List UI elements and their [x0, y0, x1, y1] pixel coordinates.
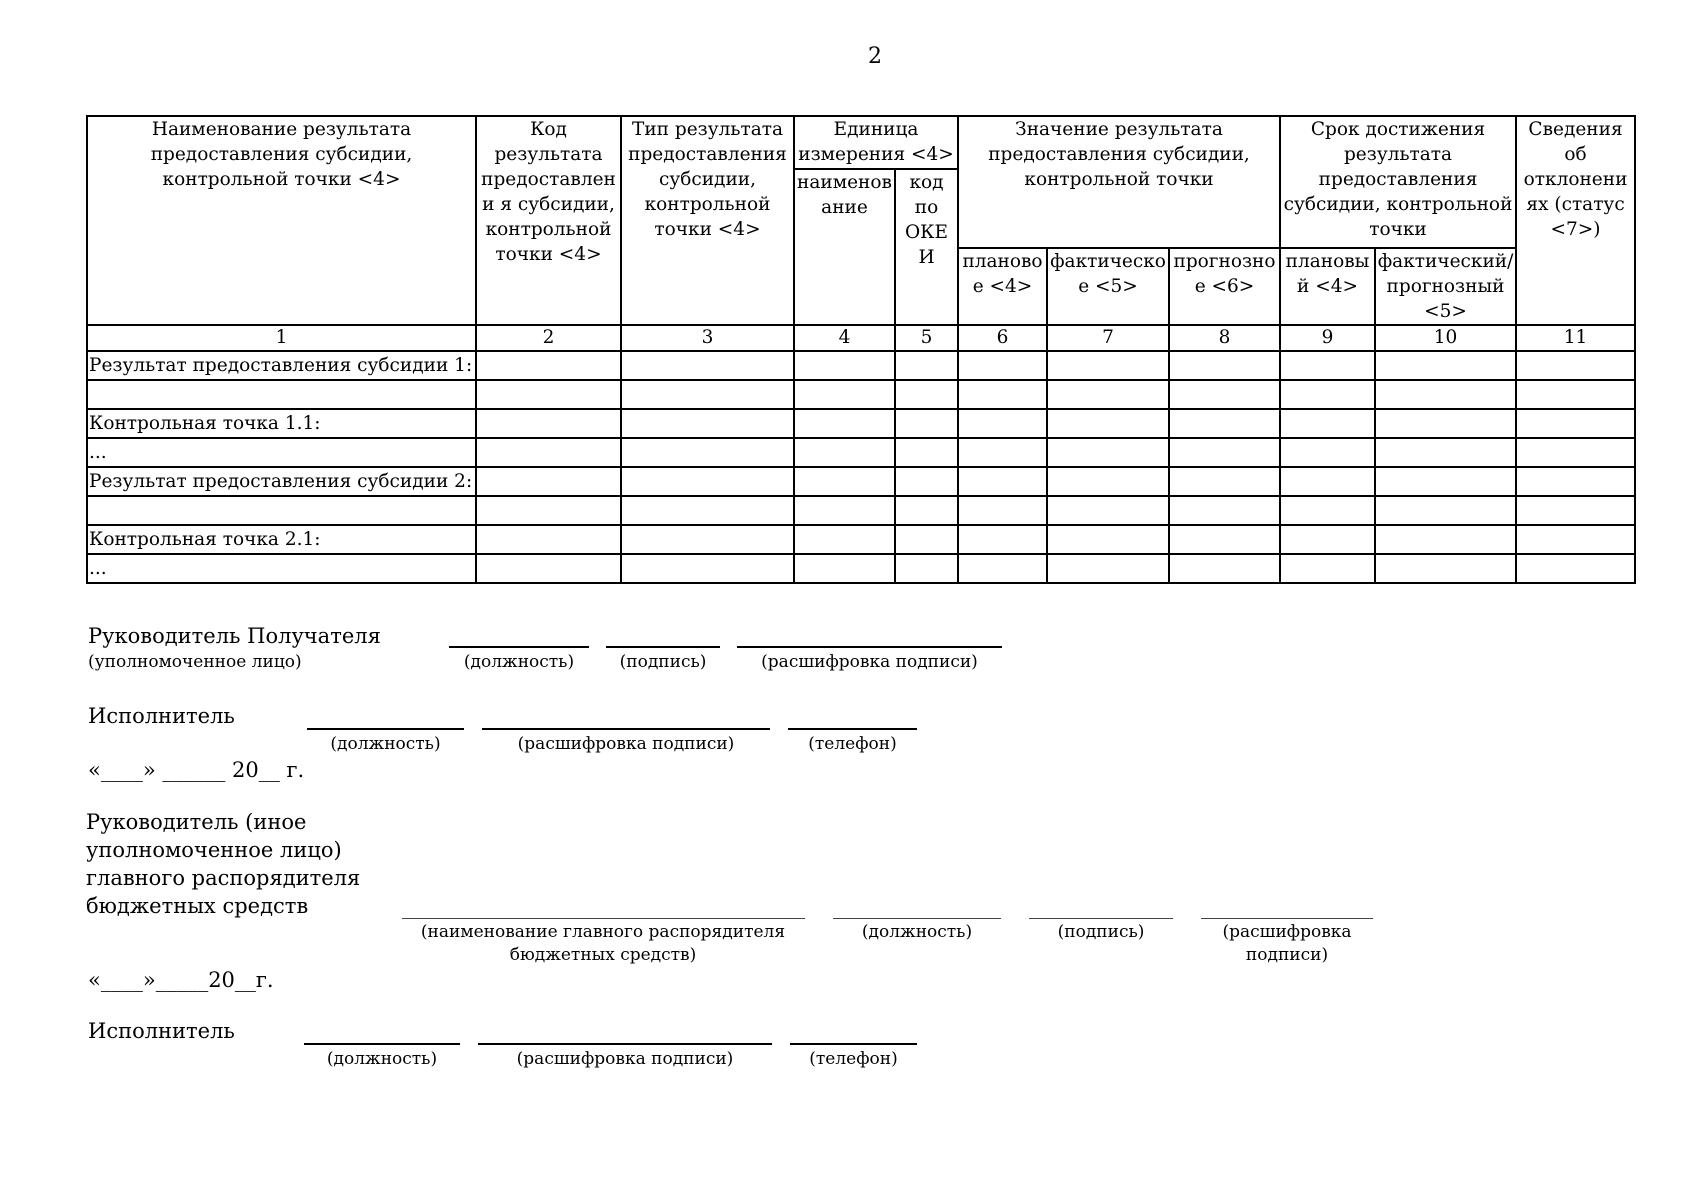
table-cell — [1516, 554, 1635, 583]
table-cell — [895, 554, 958, 583]
recipient-head-label: Руководитель Получателя — [88, 624, 381, 648]
table-cell — [1169, 380, 1280, 409]
table-cell — [1280, 496, 1375, 525]
header-value: Значение результата предоставления субсидии, контрольной точки — [958, 116, 1280, 248]
table-cell — [1169, 351, 1280, 380]
table-cell — [621, 554, 794, 583]
table-cell — [895, 467, 958, 496]
row-label: ... — [87, 554, 476, 583]
table-cell — [895, 351, 958, 380]
decoding-line — [478, 1043, 772, 1045]
table-cell — [1375, 351, 1516, 380]
decoding-caption: (расшифровка подписи) — [516, 1049, 734, 1069]
table-cell — [895, 525, 958, 554]
column-number: 4 — [794, 325, 895, 351]
row-label: ... — [87, 438, 476, 467]
table-cell — [1169, 525, 1280, 554]
table-cell — [794, 409, 895, 438]
table-cell — [621, 380, 794, 409]
column-number: 11 — [1516, 325, 1635, 351]
page-number: 2 — [868, 44, 882, 69]
position-caption: (должность) — [330, 734, 441, 754]
table-cell — [1047, 496, 1169, 525]
table-cell — [476, 438, 621, 467]
table-cell — [1516, 351, 1635, 380]
table-cell — [621, 438, 794, 467]
table-cell — [794, 525, 895, 554]
table-cell — [1169, 438, 1280, 467]
row-label — [87, 380, 476, 409]
table-cell — [895, 496, 958, 525]
table-cell — [1516, 409, 1635, 438]
table-cell — [794, 467, 895, 496]
decoding-caption: (расшифровка подписи) — [1222, 922, 1352, 965]
table-cell — [794, 496, 895, 525]
table-cell — [621, 409, 794, 438]
table-cell — [958, 351, 1047, 380]
table-cell — [476, 554, 621, 583]
table-cell — [895, 438, 958, 467]
table-cell — [1516, 496, 1635, 525]
report-table — [86, 115, 1636, 584]
row-label — [87, 496, 476, 525]
position-line — [304, 1043, 460, 1045]
position-line — [833, 918, 1001, 919]
position-line — [307, 728, 464, 730]
phone-line — [788, 728, 917, 730]
decoding-caption: (расшифровка подписи) — [517, 734, 735, 754]
table-cell — [1047, 351, 1169, 380]
table-cell — [958, 525, 1047, 554]
phone-caption: (телефон) — [809, 1049, 898, 1069]
signature-line — [606, 646, 720, 648]
position-caption: (должность) — [326, 1049, 438, 1069]
header-term: Срок достижения результата предоставления субсидии, контрольной точки — [1280, 116, 1516, 248]
table-cell — [1516, 467, 1635, 496]
executor-label: Исполнитель — [88, 1019, 235, 1043]
date-field: «____»_____20__г. — [88, 968, 274, 992]
signature-caption: (подпись) — [619, 652, 707, 672]
table-cell — [476, 496, 621, 525]
column-number: 5 — [895, 325, 958, 351]
table-row — [87, 467, 1635, 496]
phone-caption: (телефон) — [808, 734, 897, 754]
header-unit-name: наименов ание — [794, 169, 895, 325]
header-term-fact: фактический/ прогнозный <5> — [1375, 248, 1516, 325]
row-label: Контрольная точка 1.1: — [87, 409, 476, 438]
table-cell — [958, 496, 1047, 525]
table-cell — [958, 380, 1047, 409]
decoding-line — [1201, 918, 1373, 919]
table-row — [87, 525, 1635, 554]
column-number: 1 — [87, 325, 476, 351]
table-cell — [794, 554, 895, 583]
phone-line — [790, 1043, 917, 1045]
table-cell — [1047, 438, 1169, 467]
table-row — [87, 409, 1635, 438]
table-cell — [895, 409, 958, 438]
column-number: 6 — [958, 325, 1047, 351]
table-cell — [1280, 525, 1375, 554]
table-cell — [476, 467, 621, 496]
header-deviation: Сведения об отклонениях (статус <7>) — [1516, 116, 1635, 325]
header-value-fact: фактическое <5> — [1047, 248, 1169, 325]
gr-name-line — [402, 918, 805, 919]
table-cell — [958, 467, 1047, 496]
gr-head-label: Руководитель (иное уполномоченное лицо) главного распорядителя бюджетных средств — [86, 810, 361, 918]
table-cell — [1280, 409, 1375, 438]
row-label: Контрольная точка 2.1: — [87, 525, 476, 554]
header-value-plan: плановое <4> — [958, 248, 1047, 325]
table-cell — [476, 380, 621, 409]
table-cell — [958, 409, 1047, 438]
header-unit: Единица измерения <4> — [794, 116, 958, 169]
table-cell — [1280, 438, 1375, 467]
decoding-caption: (расшифровка подписи) — [761, 652, 978, 672]
decoding-line — [482, 728, 770, 730]
table-cell — [1280, 351, 1375, 380]
recipient-head-sublabel: (уполномоченное лицо) — [88, 652, 302, 672]
table-cell — [1047, 409, 1169, 438]
table-cell — [1047, 380, 1169, 409]
column-number: 9 — [1280, 325, 1375, 351]
table-cell — [1375, 380, 1516, 409]
column-number: 3 — [621, 325, 794, 351]
table-cell — [1375, 496, 1516, 525]
table-cell — [1375, 409, 1516, 438]
table-row — [87, 554, 1635, 583]
header-unit-code: код по ОКЕИ — [895, 169, 958, 325]
position-caption: (должность) — [463, 652, 575, 672]
table-cell — [1280, 554, 1375, 583]
table-row — [87, 438, 1635, 467]
table-cell — [794, 351, 895, 380]
table-cell — [1375, 438, 1516, 467]
table-cell — [1375, 554, 1516, 583]
table-row — [87, 380, 1635, 409]
table-row — [87, 496, 1635, 525]
signature-caption: (подпись) — [1057, 922, 1145, 942]
table-cell — [1280, 467, 1375, 496]
column-number: 7 — [1047, 325, 1169, 351]
header-code: Код результата предоставлени я субсидии, контрольной точки <4> — [476, 116, 621, 325]
column-number: 2 — [476, 325, 621, 351]
row-label: Результат предоставления субсидии 2: — [87, 467, 476, 496]
table-cell — [621, 351, 794, 380]
table-cell — [1047, 554, 1169, 583]
decoding-line — [737, 646, 1002, 648]
table-cell — [794, 438, 895, 467]
gr-name-caption: (наименование главного распорядителя бюджетных средств) — [420, 922, 786, 965]
header-type: Тип результата предоставления субсидии, контрольной точки <4> — [621, 116, 794, 325]
table-cell — [1516, 525, 1635, 554]
row-label: Результат предоставления субсидии 1: — [87, 351, 476, 380]
table-cell — [1516, 380, 1635, 409]
header-value-forecast: прогнозное <6> — [1169, 248, 1280, 325]
table-cell — [794, 380, 895, 409]
header-name: Наименование результата предоставления субсидии, контрольной точки <4> — [87, 116, 476, 325]
table-cell — [1169, 554, 1280, 583]
column-number: 10 — [1375, 325, 1516, 351]
executor-label: Исполнитель — [88, 704, 235, 728]
header-term-plan: плановый <4> — [1280, 248, 1375, 325]
table-cell — [1280, 380, 1375, 409]
table-cell — [895, 380, 958, 409]
table-cell — [1375, 525, 1516, 554]
signature-line — [1029, 918, 1173, 919]
table-cell — [621, 467, 794, 496]
table-cell — [1169, 496, 1280, 525]
table-cell — [476, 351, 621, 380]
table-cell — [621, 525, 794, 554]
table-cell — [621, 496, 794, 525]
table-cell — [1169, 409, 1280, 438]
table-cell — [958, 554, 1047, 583]
position-caption: (должность) — [861, 922, 973, 942]
table-cell — [958, 438, 1047, 467]
table-cell — [1375, 467, 1516, 496]
table-cell — [1047, 467, 1169, 496]
table-cell — [476, 525, 621, 554]
table-cell — [1169, 467, 1280, 496]
table-cell — [1047, 525, 1169, 554]
table-row — [87, 351, 1635, 380]
column-number: 8 — [1169, 325, 1280, 351]
date-field: «____» ______ 20__ г. — [88, 758, 305, 782]
table-cell — [1516, 438, 1635, 467]
table-cell — [476, 409, 621, 438]
position-line — [449, 646, 589, 648]
